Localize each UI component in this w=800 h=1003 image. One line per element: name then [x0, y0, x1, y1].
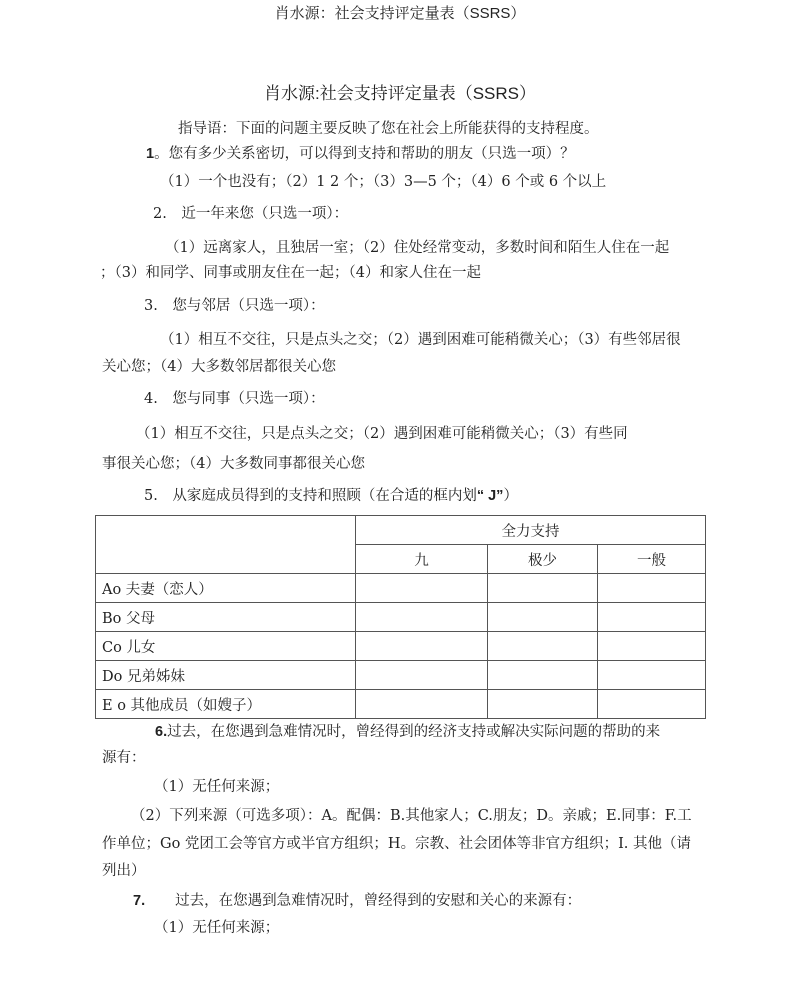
page-header: 肖水源：社会支持评定量表（SSRS） [274, 5, 526, 22]
check-cell[interactable] [356, 661, 488, 690]
page-title: 肖水源:社会支持评定量表（SSRS） [263, 84, 537, 103]
check-cell[interactable] [356, 632, 488, 661]
question-3-options-line-1: （1）相互不交往，只是点头之交；（2）遇到困难可能稍微关心；（3）有些邻居很 [160, 332, 681, 348]
question-6-option-2-line-1: （2）下列来源（可选多项）：A。配偶：B.其他家人；C.朋友；D。亲戚；E.同事：F.工 [131, 808, 692, 824]
check-cell[interactable] [598, 603, 706, 632]
column-header: 一般 [598, 545, 706, 574]
question-6-number: 6. [155, 724, 168, 740]
question-4: 4. 您与同事（只选一项）： [144, 391, 325, 407]
question-7-option-1: （1）无任何来源； [154, 920, 280, 936]
row-label: Do 兄弟姊妹 [96, 661, 356, 690]
question-7 [133, 889, 581, 910]
check-cell[interactable] [356, 574, 488, 603]
checkmark-instruction: “ J” [476, 488, 504, 504]
question-2-options-line-1: （1）远离家人，且独居一室；（2）住处经常变动，多数时间和陌生人住在一起 [165, 240, 670, 256]
question-6-text: 过去，在您遇到急难情况时，曾经得到的经济支持或解决实际问题的帮助的来 [167, 724, 661, 740]
question-1-options: （1）一个也没有；（2）1 2 个；（3）3—5 个；（4）6 个或 6 个以上 [160, 174, 607, 190]
question-7-number: 7. [133, 893, 146, 909]
table-row [96, 603, 706, 632]
question-4-options-line-2: 事很关心您；（4）大多数同事都很关心您 [102, 456, 365, 472]
check-cell[interactable] [488, 632, 598, 661]
check-cell[interactable] [488, 661, 598, 690]
table-row [96, 632, 706, 661]
check-cell[interactable] [356, 603, 488, 632]
check-cell[interactable] [488, 690, 598, 719]
question-6-option-1: （1）无任何来源； [154, 779, 280, 795]
table-row [96, 661, 706, 690]
question-4-options-line-1: （1）相互不交往，只是点头之交；（2）遇到困难可能稍微关心；（3）有些同 [136, 426, 628, 442]
question-1-number: 1 [146, 146, 155, 162]
row-label: Ao 夫妻（恋人） [96, 574, 356, 603]
question-5 [144, 484, 518, 505]
check-cell[interactable] [598, 574, 706, 603]
question-6 [155, 720, 660, 741]
family-support-table [95, 515, 706, 719]
table-row [96, 574, 706, 603]
question-5-text: 5. 从家庭成员得到的支持和照顾（在合适的框内划 [144, 488, 477, 504]
question-6-option-2-line-3: 列出） [102, 863, 146, 879]
check-cell[interactable] [598, 632, 706, 661]
table-header-row [96, 516, 706, 545]
question-2: 2. 近一年来您（只选一项）： [153, 206, 349, 222]
question-1 [146, 142, 575, 163]
check-cell[interactable] [598, 661, 706, 690]
question-2-options-line-2: ；（3）和同学、同事或朋友住在一起；（4）和家人住在一起 [100, 265, 481, 281]
instructions: 指导语：下面的问题主要反映了您在社会上所能获得的支持程度。 [178, 121, 599, 137]
question-5-text-end: ） [503, 488, 518, 504]
table-row [96, 690, 706, 719]
question-6-option-2-line-2: 作单位；Go 党团工会等官方或半官方组织；H。宗教、社会团体等非官方组织；I. 其他（请 [102, 836, 692, 852]
row-label: Bo 父母 [96, 603, 356, 632]
column-header: 极少 [488, 545, 598, 574]
column-header: 九 [356, 545, 488, 574]
question-6-text-line-2: 源有： [102, 750, 146, 766]
check-cell[interactable] [488, 574, 598, 603]
check-cell[interactable] [598, 690, 706, 719]
row-label: E o 其他成员（如嫂子） [96, 690, 356, 719]
table-corner-cell [96, 516, 356, 574]
question-3-options-line-2: 关心您；（4）大多数邻居都很关心您 [102, 359, 336, 375]
check-cell[interactable] [356, 690, 488, 719]
question-7-text: 过去，在您遇到急难情况时，曾经得到的安慰和关心的来源有： [175, 893, 582, 909]
table-group-header: 全力支持 [356, 516, 706, 545]
question-3: 3. 您与邻居（只选一项）： [144, 298, 325, 314]
question-1-text: 。您有多少关系密切，可以得到支持和帮助的朋友（只选一项）？ [154, 146, 575, 162]
row-label: Co 儿女 [96, 632, 356, 661]
check-cell[interactable] [488, 603, 598, 632]
